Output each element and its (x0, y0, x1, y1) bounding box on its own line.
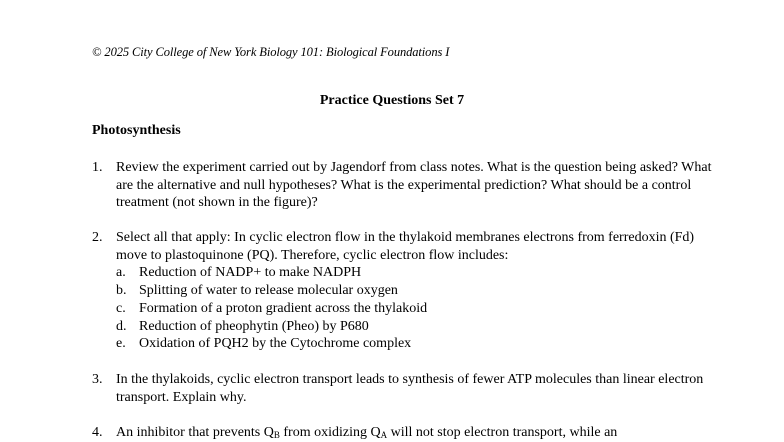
answer-option (116, 335, 712, 353)
course-header: © 2025 City College of New York Biology 101: Biological Foundations I (92, 45, 450, 59)
question-1 (92, 159, 712, 212)
option-text: Formation of a proton gradient across the thylakoid (139, 300, 428, 316)
question-text: Review the experiment carried out by Jagendorf from class notes. What is the question being asked? What are the alternative and null hypotheses? What is the experimental prediction? What should be a control treatment (not shown in the figure)? (116, 160, 712, 211)
question-text: An inhibitor that prevents $Q_B$ from oxidizing $Q_A$ will not stop electron transport, while an (116, 425, 618, 440)
page-title: Practice Questions Set 7 (319, 93, 465, 108)
question-3 (92, 371, 712, 406)
answer-option (116, 318, 712, 336)
option-text: Reduction of pheophytin (Pheo) by P680 (139, 318, 369, 334)
question-number: 2. (92, 230, 103, 245)
question-number: 3. (92, 372, 103, 387)
question-number: 4. (92, 425, 103, 440)
option-text: Splitting of water to release molecular oxygen (139, 283, 398, 299)
question-2 (92, 229, 712, 353)
option-letter: e. (116, 336, 126, 352)
option-letter: d. (116, 318, 127, 334)
option-text: Oxidation of PQH2 by the Cytochrome complex (139, 336, 412, 352)
option-letter: c. (116, 300, 126, 316)
option-text: Reduction of NADP+ to make NADPH (139, 265, 362, 281)
answer-option (116, 282, 712, 300)
option-letter: b. (116, 283, 127, 299)
question-text: Select all that apply: In cyclic electron flow in the thylakoid membranes electrons from ferredoxin (Fd) move to plastoquinone (PQ). Therefore, cyclic electron flow includes: (116, 230, 695, 263)
question-4 (92, 424, 712, 442)
question-number: 1. (92, 160, 103, 175)
question-text: In the thylakoids, cyclic electron transport leads to synthesis of fewer ATP molecules than linear electron transport. Explain why. (116, 372, 704, 405)
answer-option (116, 300, 712, 318)
answer-option (116, 264, 712, 282)
option-letter: a. (116, 265, 126, 281)
section-heading: Photosynthesis (92, 123, 181, 138)
